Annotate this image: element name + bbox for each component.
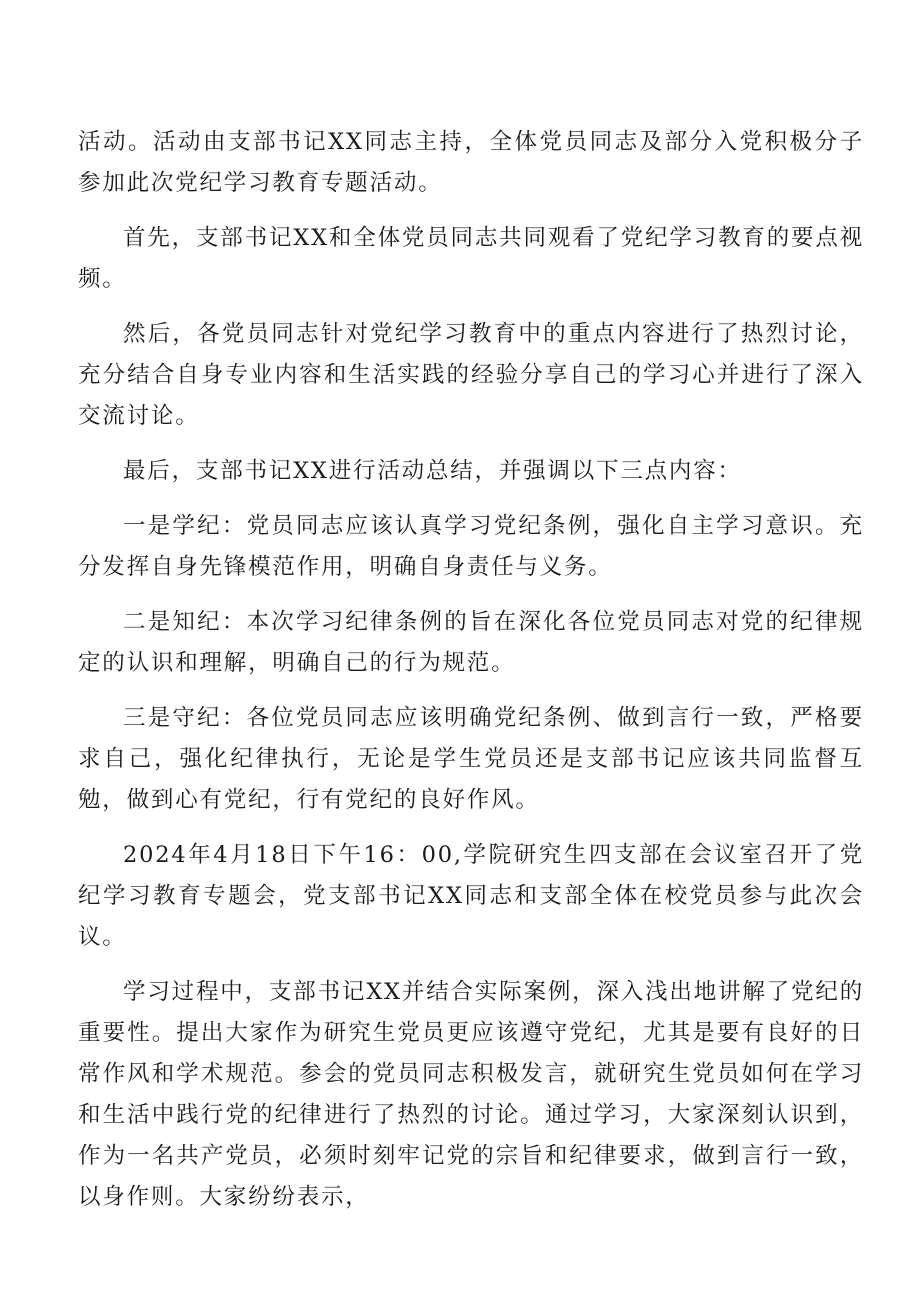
- paragraph-first-step: 首先，支部书记XX和全体党员同志共同观看了党纪学习教育的要点视频。: [78, 225, 864, 292]
- paragraph-activity-intro: 活动。活动由支部书记XX同志主持，全体党员同志及部分入党积极分子参加此次党纪学习教育专题活动。: [78, 129, 864, 196]
- paragraph-summary: 最后，支部书记XX进行活动总结，并强调以下三点内容：: [123, 458, 742, 484]
- paragraph-discussion: 然后，各党员同志针对党纪学习教育中的重点内容进行了热烈讨论，充分结合自身专业内容和生活实践的经验分享自己的学习心并进行了深入交流讨论。: [78, 321, 864, 429]
- paragraph-learning-process: 学习过程中，支部书记XX并结合实际案例，深入浅出地讲解了党纪的重要性。提出大家作为研究生党员更应该遵守党纪，尤其是要有良好的日常作风和学术规范。参会的党员同志积极发言，就研究生党员如何在学习和生活中践行党的纪律进行了热烈的讨论。通过学习，大家深刻认识到，作为一名共产党员，必须时刻牢记党的宗旨和纪律要求，做到言行一致，以身作则。大家纷纷表示，: [78, 979, 864, 1210]
- document-body: [78, 122, 864, 1232]
- paragraph-meeting-date: 2024年4月18日下午16：00,学院研究生四支部在会议室召开了党纪学习教育专题会，党支部书记XX同志和支部全体在校党员参与此次会议。: [78, 842, 864, 950]
- paragraph-point-keep: 三是守纪：各位党员同志应该明确党纪条例、做到言行一致，严格要求自己，强化纪律执行，无论是学生党员还是支部书记应该共同监督互勉，做到心有党纪，行有党纪的良好作风。: [78, 705, 864, 813]
- paragraph-point-learn: 一是学纪：党员同志应该认真学习党纪条例，强化自主学习意识。充分发挥自身先锋模范作用，明确自身责任与义务。: [78, 513, 864, 580]
- paragraph-point-know: 二是知纪：本次学习纪律条例的旨在深化各位党员同志对党的纪律规定的认识和理解，明确自己的行为规范。: [78, 609, 864, 676]
